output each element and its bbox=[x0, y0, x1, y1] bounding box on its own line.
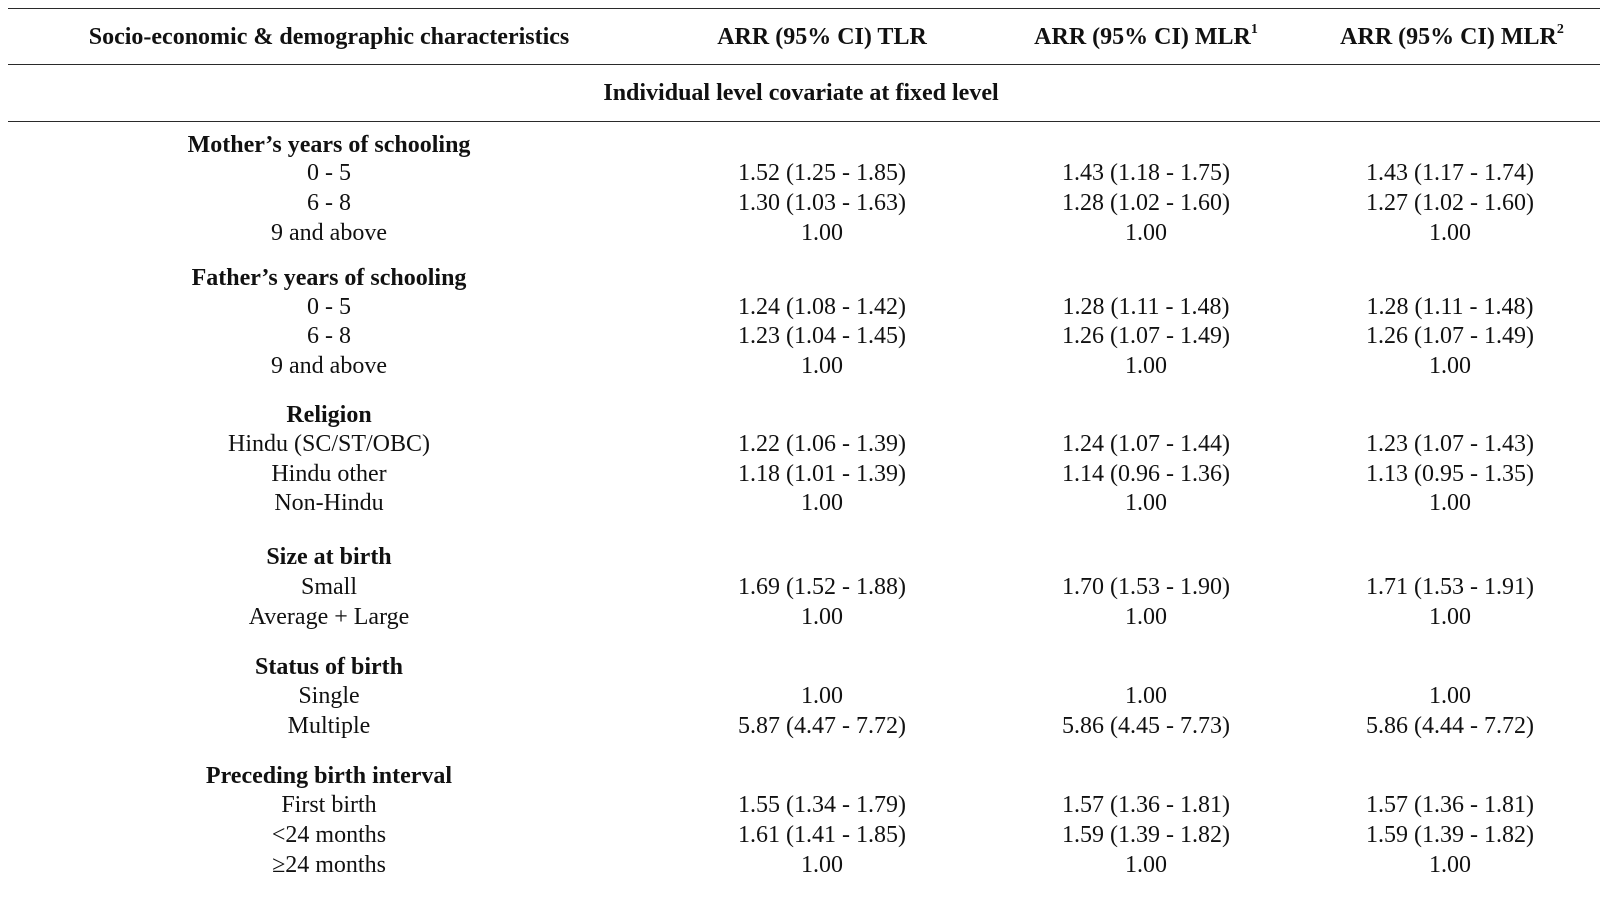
mlr1-value: 1.28 (1.02 - 1.60) bbox=[1062, 190, 1230, 216]
table-row bbox=[0, 602, 1602, 632]
mlr1-value: 1.00 bbox=[1125, 683, 1167, 709]
row-label: First birth bbox=[281, 792, 377, 818]
group-title-row bbox=[0, 652, 1602, 682]
group-title-row bbox=[0, 130, 1602, 160]
mlr2-value: 1.71 (1.53 - 1.91) bbox=[1366, 574, 1534, 600]
tlr-value: 1.69 (1.52 - 1.88) bbox=[738, 574, 906, 600]
row-label: 9 and above bbox=[271, 353, 387, 379]
tlr-value: 5.87 (4.47 - 7.72) bbox=[738, 713, 906, 739]
tlr-value: 1.18 (1.01 - 1.39) bbox=[738, 461, 906, 487]
group-title-row bbox=[0, 263, 1602, 293]
tlr-value: 1.61 (1.41 - 1.85) bbox=[738, 822, 906, 848]
mlr1-value: 1.00 bbox=[1125, 490, 1167, 516]
table-row bbox=[0, 459, 1602, 489]
header-characteristics: Socio-economic & demographic characteristics bbox=[88, 24, 570, 50]
top-rule bbox=[8, 8, 1600, 9]
mlr2-value: 1.27 (1.02 - 1.60) bbox=[1366, 190, 1534, 216]
row-label: 0 - 5 bbox=[307, 160, 351, 186]
mlr1-value: 1.57 (1.36 - 1.81) bbox=[1062, 792, 1230, 818]
mlr2-value: 1.00 bbox=[1429, 683, 1471, 709]
row-label: 6 - 8 bbox=[307, 190, 351, 216]
row-label: Average + Large bbox=[248, 604, 410, 630]
mlr1-value: 1.43 (1.18 - 1.75) bbox=[1062, 160, 1230, 186]
header-arr-mlr1 bbox=[1034, 22, 1258, 52]
group-title: Size at birth bbox=[266, 544, 392, 570]
mlr1-value: 1.00 bbox=[1125, 353, 1167, 379]
table-row bbox=[0, 850, 1602, 880]
mlr2-value: 1.26 (1.07 - 1.49) bbox=[1366, 323, 1534, 349]
row-label: 9 and above bbox=[271, 220, 387, 246]
tlr-value: 1.52 (1.25 - 1.85) bbox=[738, 160, 906, 186]
mlr1-value: 1.00 bbox=[1125, 604, 1167, 630]
mlr2-value: 1.28 (1.11 - 1.48) bbox=[1366, 294, 1534, 320]
subtitle-row bbox=[0, 78, 1602, 108]
mlr2-value: 1.13 (0.95 - 1.35) bbox=[1366, 461, 1534, 487]
row-label: Small bbox=[300, 574, 358, 600]
table-header bbox=[0, 22, 1602, 52]
table-row bbox=[0, 572, 1602, 602]
header-arr-mlr2-text: ARR (95% CI) MLR bbox=[1340, 24, 1557, 50]
row-label: 0 - 5 bbox=[307, 294, 351, 320]
mlr2-value: 1.00 bbox=[1429, 353, 1471, 379]
mlr1-value: 1.00 bbox=[1125, 852, 1167, 878]
table-row bbox=[0, 292, 1602, 322]
subtitle: Individual level covariate at fixed level bbox=[603, 80, 999, 106]
row-label: ≥24 months bbox=[272, 852, 386, 878]
table-row bbox=[0, 158, 1602, 188]
group-title: Status of birth bbox=[254, 654, 404, 680]
header-rule bbox=[8, 64, 1600, 65]
tlr-value: 1.00 bbox=[801, 683, 843, 709]
mlr1-value: 5.86 (4.45 - 7.73) bbox=[1062, 713, 1230, 739]
tlr-value: 1.30 (1.03 - 1.63) bbox=[738, 190, 906, 216]
group-title: Mother’s years of schooling bbox=[187, 132, 471, 158]
row-label: Single bbox=[298, 683, 360, 709]
row-label: <24 months bbox=[271, 822, 387, 848]
mlr2-value: 5.86 (4.44 - 7.72) bbox=[1366, 713, 1534, 739]
header-arr-mlr2 bbox=[1340, 22, 1564, 52]
mlr1-value: 1.59 (1.39 - 1.82) bbox=[1062, 822, 1230, 848]
group-title-row bbox=[0, 400, 1602, 430]
mlr1-value: 1.70 (1.53 - 1.90) bbox=[1062, 574, 1230, 600]
row-label: Hindu other bbox=[271, 461, 387, 487]
tlr-value: 1.00 bbox=[801, 220, 843, 246]
tlr-value: 1.23 (1.04 - 1.45) bbox=[738, 323, 906, 349]
group-title: Religion bbox=[286, 402, 372, 428]
row-label: 6 - 8 bbox=[307, 323, 351, 349]
mlr2-value: 1.59 (1.39 - 1.82) bbox=[1366, 822, 1534, 848]
mlr1-value: 1.14 (0.96 - 1.36) bbox=[1062, 461, 1230, 487]
tlr-value: 1.24 (1.08 - 1.42) bbox=[738, 294, 906, 320]
header-arr-mlr1-text: ARR (95% CI) MLR bbox=[1034, 24, 1251, 50]
mlr2-value: 1.43 (1.17 - 1.74) bbox=[1366, 160, 1534, 186]
tlr-value: 1.00 bbox=[801, 490, 843, 516]
group-title: Preceding birth interval bbox=[205, 763, 453, 789]
table-row bbox=[0, 488, 1602, 518]
mlr2-value: 1.00 bbox=[1429, 852, 1471, 878]
table-row bbox=[0, 429, 1602, 459]
table-row bbox=[0, 790, 1602, 820]
tlr-value: 1.00 bbox=[801, 604, 843, 630]
tlr-value: 1.22 (1.06 - 1.39) bbox=[738, 431, 906, 457]
mlr2-value: 1.00 bbox=[1429, 220, 1471, 246]
tlr-value: 1.00 bbox=[801, 852, 843, 878]
subtitle-rule bbox=[8, 121, 1600, 122]
row-label: Multiple bbox=[287, 713, 371, 739]
mlr2-value: 1.00 bbox=[1429, 604, 1471, 630]
mlr2-value: 1.00 bbox=[1429, 490, 1471, 516]
group-title-row bbox=[0, 542, 1602, 572]
mlr1-value: 1.28 (1.11 - 1.48) bbox=[1062, 294, 1230, 320]
mlr1-value: 1.24 (1.07 - 1.44) bbox=[1062, 431, 1230, 457]
group-title: Father’s years of schooling bbox=[191, 265, 467, 291]
table-row bbox=[0, 218, 1602, 248]
mlr2-value: 1.57 (1.36 - 1.81) bbox=[1366, 792, 1534, 818]
mlr1-value: 1.00 bbox=[1125, 220, 1167, 246]
table-row bbox=[0, 321, 1602, 351]
table-row bbox=[0, 188, 1602, 218]
group-title-row bbox=[0, 761, 1602, 791]
tlr-value: 1.55 (1.34 - 1.79) bbox=[738, 792, 906, 818]
mlr2-value: 1.23 (1.07 - 1.43) bbox=[1366, 431, 1534, 457]
row-label: Non-Hindu bbox=[274, 490, 384, 516]
header-arr-mlr2-sup: 2 bbox=[1556, 22, 1564, 37]
table-row bbox=[0, 820, 1602, 850]
tlr-value: 1.00 bbox=[801, 353, 843, 379]
table-row bbox=[0, 711, 1602, 741]
header-arr-mlr1-sup: 1 bbox=[1250, 22, 1258, 37]
table-row bbox=[0, 351, 1602, 381]
table-row bbox=[0, 681, 1602, 711]
mlr1-value: 1.26 (1.07 - 1.49) bbox=[1062, 323, 1230, 349]
header-arr-tlr: ARR (95% CI) TLR bbox=[717, 24, 927, 50]
row-label: Hindu (SC/ST/OBC) bbox=[227, 431, 431, 457]
